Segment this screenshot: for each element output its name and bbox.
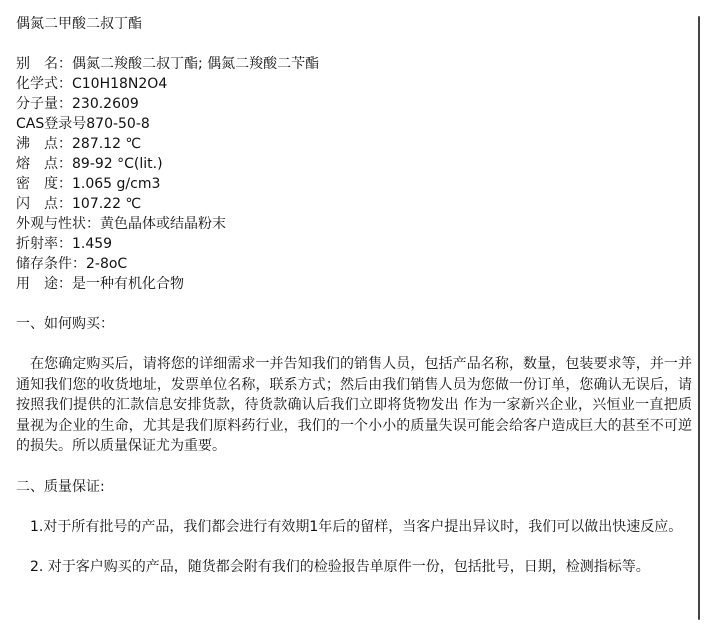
property-value: 2-8oC: [86, 256, 128, 272]
property-label: 闪 点：: [16, 196, 72, 212]
quality-paragraph-1: 1.对于所有批号的产品，我们都会进行有效期1年后的留样，当客户提出异议时，我们可以做出快速反应。: [16, 518, 683, 535]
property-value: 230.2609: [72, 96, 139, 112]
section-heading-purchase: 一、如何购买：: [16, 316, 114, 332]
property-label: 化学式：: [16, 76, 72, 92]
document-content: [16, 14, 692, 578]
property-list: [16, 54, 692, 294]
property-label: 沸 点：: [16, 136, 72, 152]
property-label: 储存条件：: [16, 256, 86, 272]
property-value: 287.12 ℃: [72, 136, 142, 152]
property-row: [16, 114, 692, 134]
property-label: 密 度：: [16, 176, 72, 192]
property-value: 1.459: [72, 236, 113, 252]
property-row: [16, 74, 692, 94]
property-value: C10H18N2O4: [72, 76, 168, 92]
spacer: [16, 537, 692, 557]
property-value: 偶氮二羧酸二叔丁酯; 偶氮二羧酸二苄酯: [72, 56, 320, 72]
property-value: 1.065 g/cm3: [72, 176, 161, 192]
property-row: [16, 234, 692, 254]
property-label: CAS登录号: [16, 116, 87, 132]
spacer: [16, 457, 692, 477]
purchase-paragraph: 在您确定购买后，请将您的详细需求一并告知我们的销售人员，包括产品名称，数量，包装要求等，并一并通知我们您的收货地址，发票单位名称，联系方式；然后由我们销售人员为您做一份订单，您确认无误后，请按照我们提供的汇款信息安排货款，待货款确认后我们立即将货物发出 作为一家新兴企业，兴恒业一直把质量视为企业的生命，尤其是我们原料药行业，我们的一个小小的质量失误可能会给客户造成巨大的甚至不可逆的损失。所以质量保证尤为重要。: [16, 356, 692, 454]
property-row: [16, 94, 692, 114]
property-label: 折射率：: [16, 236, 72, 252]
property-label: 用 途：: [16, 276, 72, 292]
spacer: [16, 34, 692, 54]
property-row: [16, 274, 692, 294]
vertical-scrollbar[interactable]: [698, 16, 700, 620]
quality-paragraph-2: 2. 对于客户购买的产品，随货都会附有我们的检验报告单原件一份，包括批号，日期，检测指标等。: [16, 559, 650, 575]
property-label: 分子量：: [16, 96, 72, 112]
spacer: [16, 294, 692, 314]
property-label: 别 名：: [16, 56, 72, 72]
property-row: [16, 254, 692, 274]
property-value: 是一种有机化合物: [72, 276, 184, 292]
property-row: [16, 54, 692, 74]
property-row: [16, 214, 692, 234]
property-row: [16, 194, 692, 214]
property-label: 熔 点：: [16, 156, 72, 172]
property-row: [16, 134, 692, 154]
spacer: [16, 497, 692, 517]
spacer: [16, 334, 692, 354]
property-value: 870-50-8: [86, 116, 150, 132]
property-row: [16, 174, 692, 194]
property-value: 黄色晶体或结晶粉末: [100, 216, 226, 232]
product-title: 偶氮二甲酸二叔丁酯: [16, 16, 142, 32]
property-label: 外观与性状：: [16, 216, 100, 232]
property-value: 107.22 ℃: [72, 196, 142, 212]
property-row: [16, 154, 692, 174]
section-heading-quality: 二、质量保证:: [16, 478, 105, 495]
property-value: 89-92 °C(lit.): [72, 156, 163, 172]
